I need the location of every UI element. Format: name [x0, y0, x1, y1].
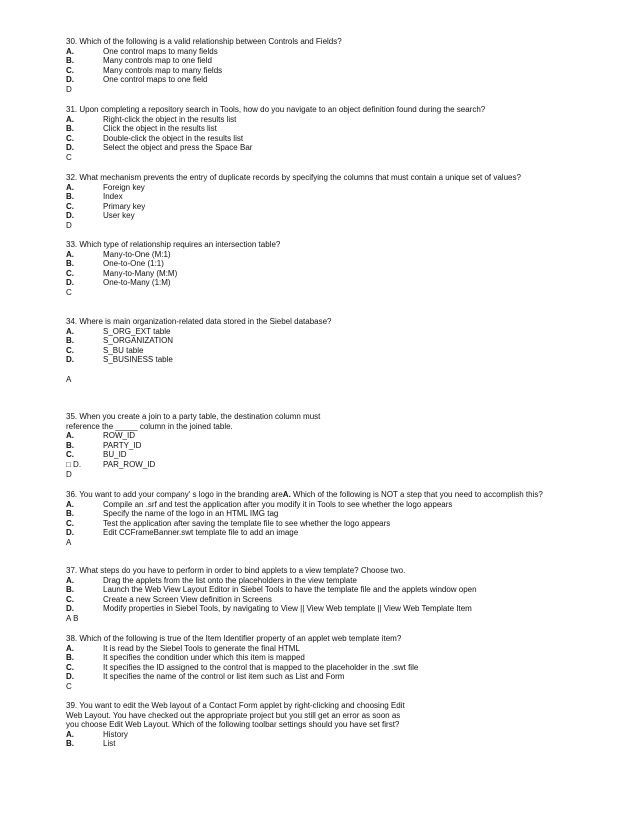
option-d: D. User key — [66, 211, 135, 221]
question-text: 34. Where is main organization-related data stored in the Siebel database? — [66, 317, 332, 326]
option-c: C. It specifies the ID assigned to the control that is mapped to the placeholder in the .swt file — [66, 662, 419, 672]
option-a: A. Drag the applets from the list onto the placeholders in the view template — [66, 575, 357, 585]
question-34 — [66, 317, 586, 384]
option-b: B. It specifies the condition under which this item is mapped — [66, 653, 305, 663]
answer: C — [66, 152, 72, 162]
option-a: A. Many-to-One (M:1) — [66, 249, 171, 259]
option-d: D. One control maps to one field — [66, 75, 208, 85]
question-text: 33. Which type of relationship requires an intersection table? — [66, 240, 281, 249]
option-a: A. ROW_ID — [66, 431, 135, 441]
question-33 — [66, 240, 586, 298]
option-b: B. List — [66, 739, 116, 749]
question-text: 37. What steps do you have to perform in order to bind applets to a view template? Choose two. — [66, 566, 406, 575]
question-37 — [66, 566, 586, 624]
option-d: D. One-to-Many (1:M) — [66, 278, 171, 288]
option-d: □ D. PAR_ROW_ID — [66, 459, 156, 469]
question-text: 30. Which of the following is a valid relationship between Controls and Fields? — [66, 37, 342, 46]
option-b: B. Specify the name of the logo in an HTML IMG tag — [66, 509, 279, 519]
question-39 — [66, 701, 411, 749]
answer: A — [66, 374, 72, 384]
question-text: 31. Upon completing a repository search in Tools, how do you navigate to an object definition found during the search? — [66, 105, 486, 114]
option-a: A. History — [66, 729, 128, 739]
option-d: D. Edit CCFrameBanner.swt template file to add an image — [66, 528, 299, 538]
option-a: A. One control maps to many fields — [66, 46, 218, 56]
answer: D — [66, 469, 72, 479]
question-38 — [66, 634, 586, 692]
answer: C — [66, 681, 72, 691]
question-text: 39. You want to edit the Web layout of a Contact Form applet by right-clicking and choosing Edit Web Layout. You have checked out the appropriate project but you still get an error as soon as you choose Edit Web Layout. Which of the following toolbar settings should you have set first? — [66, 701, 405, 730]
option-a: A. It is read by the Siebel Tools to generate the final HTML — [66, 643, 300, 653]
answer: A B — [66, 613, 79, 623]
question-32 — [66, 173, 586, 231]
option-d: D. S_BUSINESS table — [66, 355, 173, 365]
question-text: 36. You want to add your company' s logo in the branding areA. Which of the following is NOT a step that you need to accomplish this? — [66, 490, 543, 499]
answer: D — [66, 84, 72, 94]
question-text: 35. When you create a join to a party table, the destination column must reference the _____ column in the joined table. — [66, 412, 321, 431]
option-d: D. Select the object and press the Space Bar — [66, 143, 253, 153]
question-31 — [66, 105, 586, 163]
question-36 — [66, 490, 586, 548]
answer: A — [66, 537, 72, 547]
option-b: B. PARTY_ID — [66, 440, 142, 450]
option-b: B. Many controls map to one field — [66, 56, 212, 66]
option-c: C. Primary key — [66, 201, 146, 211]
option-d: D. Modify properties in Siebel Tools, by navigating to View || View Web template || View Web Template Item — [66, 604, 472, 614]
option-b: B. One-to-One (1:1) — [66, 259, 164, 269]
option-a: A. Right-click the object in the results list — [66, 114, 237, 124]
option-c: C. Double-click the object in the results list — [66, 133, 244, 143]
question-text: 32. What mechanism prevents the entry of duplicate records by specifying the columns that must contain a unique set of values? — [66, 173, 521, 182]
option-b: B. Launch the Web View Layout Editor in Siebel Tools to have the template file and the applets window open — [66, 585, 477, 595]
option-a: A. S_ORG_EXT table — [66, 326, 171, 336]
option-b: B. Click the object in the results list — [66, 124, 217, 134]
option-c: C. Create a new Screen View definition in Screens — [66, 594, 272, 604]
question-35 — [66, 412, 346, 479]
option-a: A. Foreign key — [66, 182, 145, 192]
option-c: C. Many controls map to many fields — [66, 65, 223, 75]
option-b: B. Index — [66, 192, 123, 202]
option-c: C. Many-to-Many (M:M) — [66, 268, 178, 278]
option-d: D. It specifies the name of the control or list item such as List and Form — [66, 672, 345, 682]
option-b: B. S_ORGANIZATION — [66, 336, 174, 346]
option-c: C. BU_ID — [66, 450, 127, 460]
answer: C — [66, 287, 72, 297]
question-text: 38. Which of the following is true of the Item Identifier property of an applet web template item? — [66, 634, 402, 643]
option-a: A. Compile an .srf and test the application after you modify it in Tools to see whether the logo appears — [66, 499, 453, 509]
answer: D — [66, 220, 72, 230]
option-c: C. Test the application after saving the template file to see whether the logo appears — [66, 518, 391, 528]
question-30 — [66, 37, 586, 95]
option-c: C. S_BU table — [66, 345, 144, 355]
